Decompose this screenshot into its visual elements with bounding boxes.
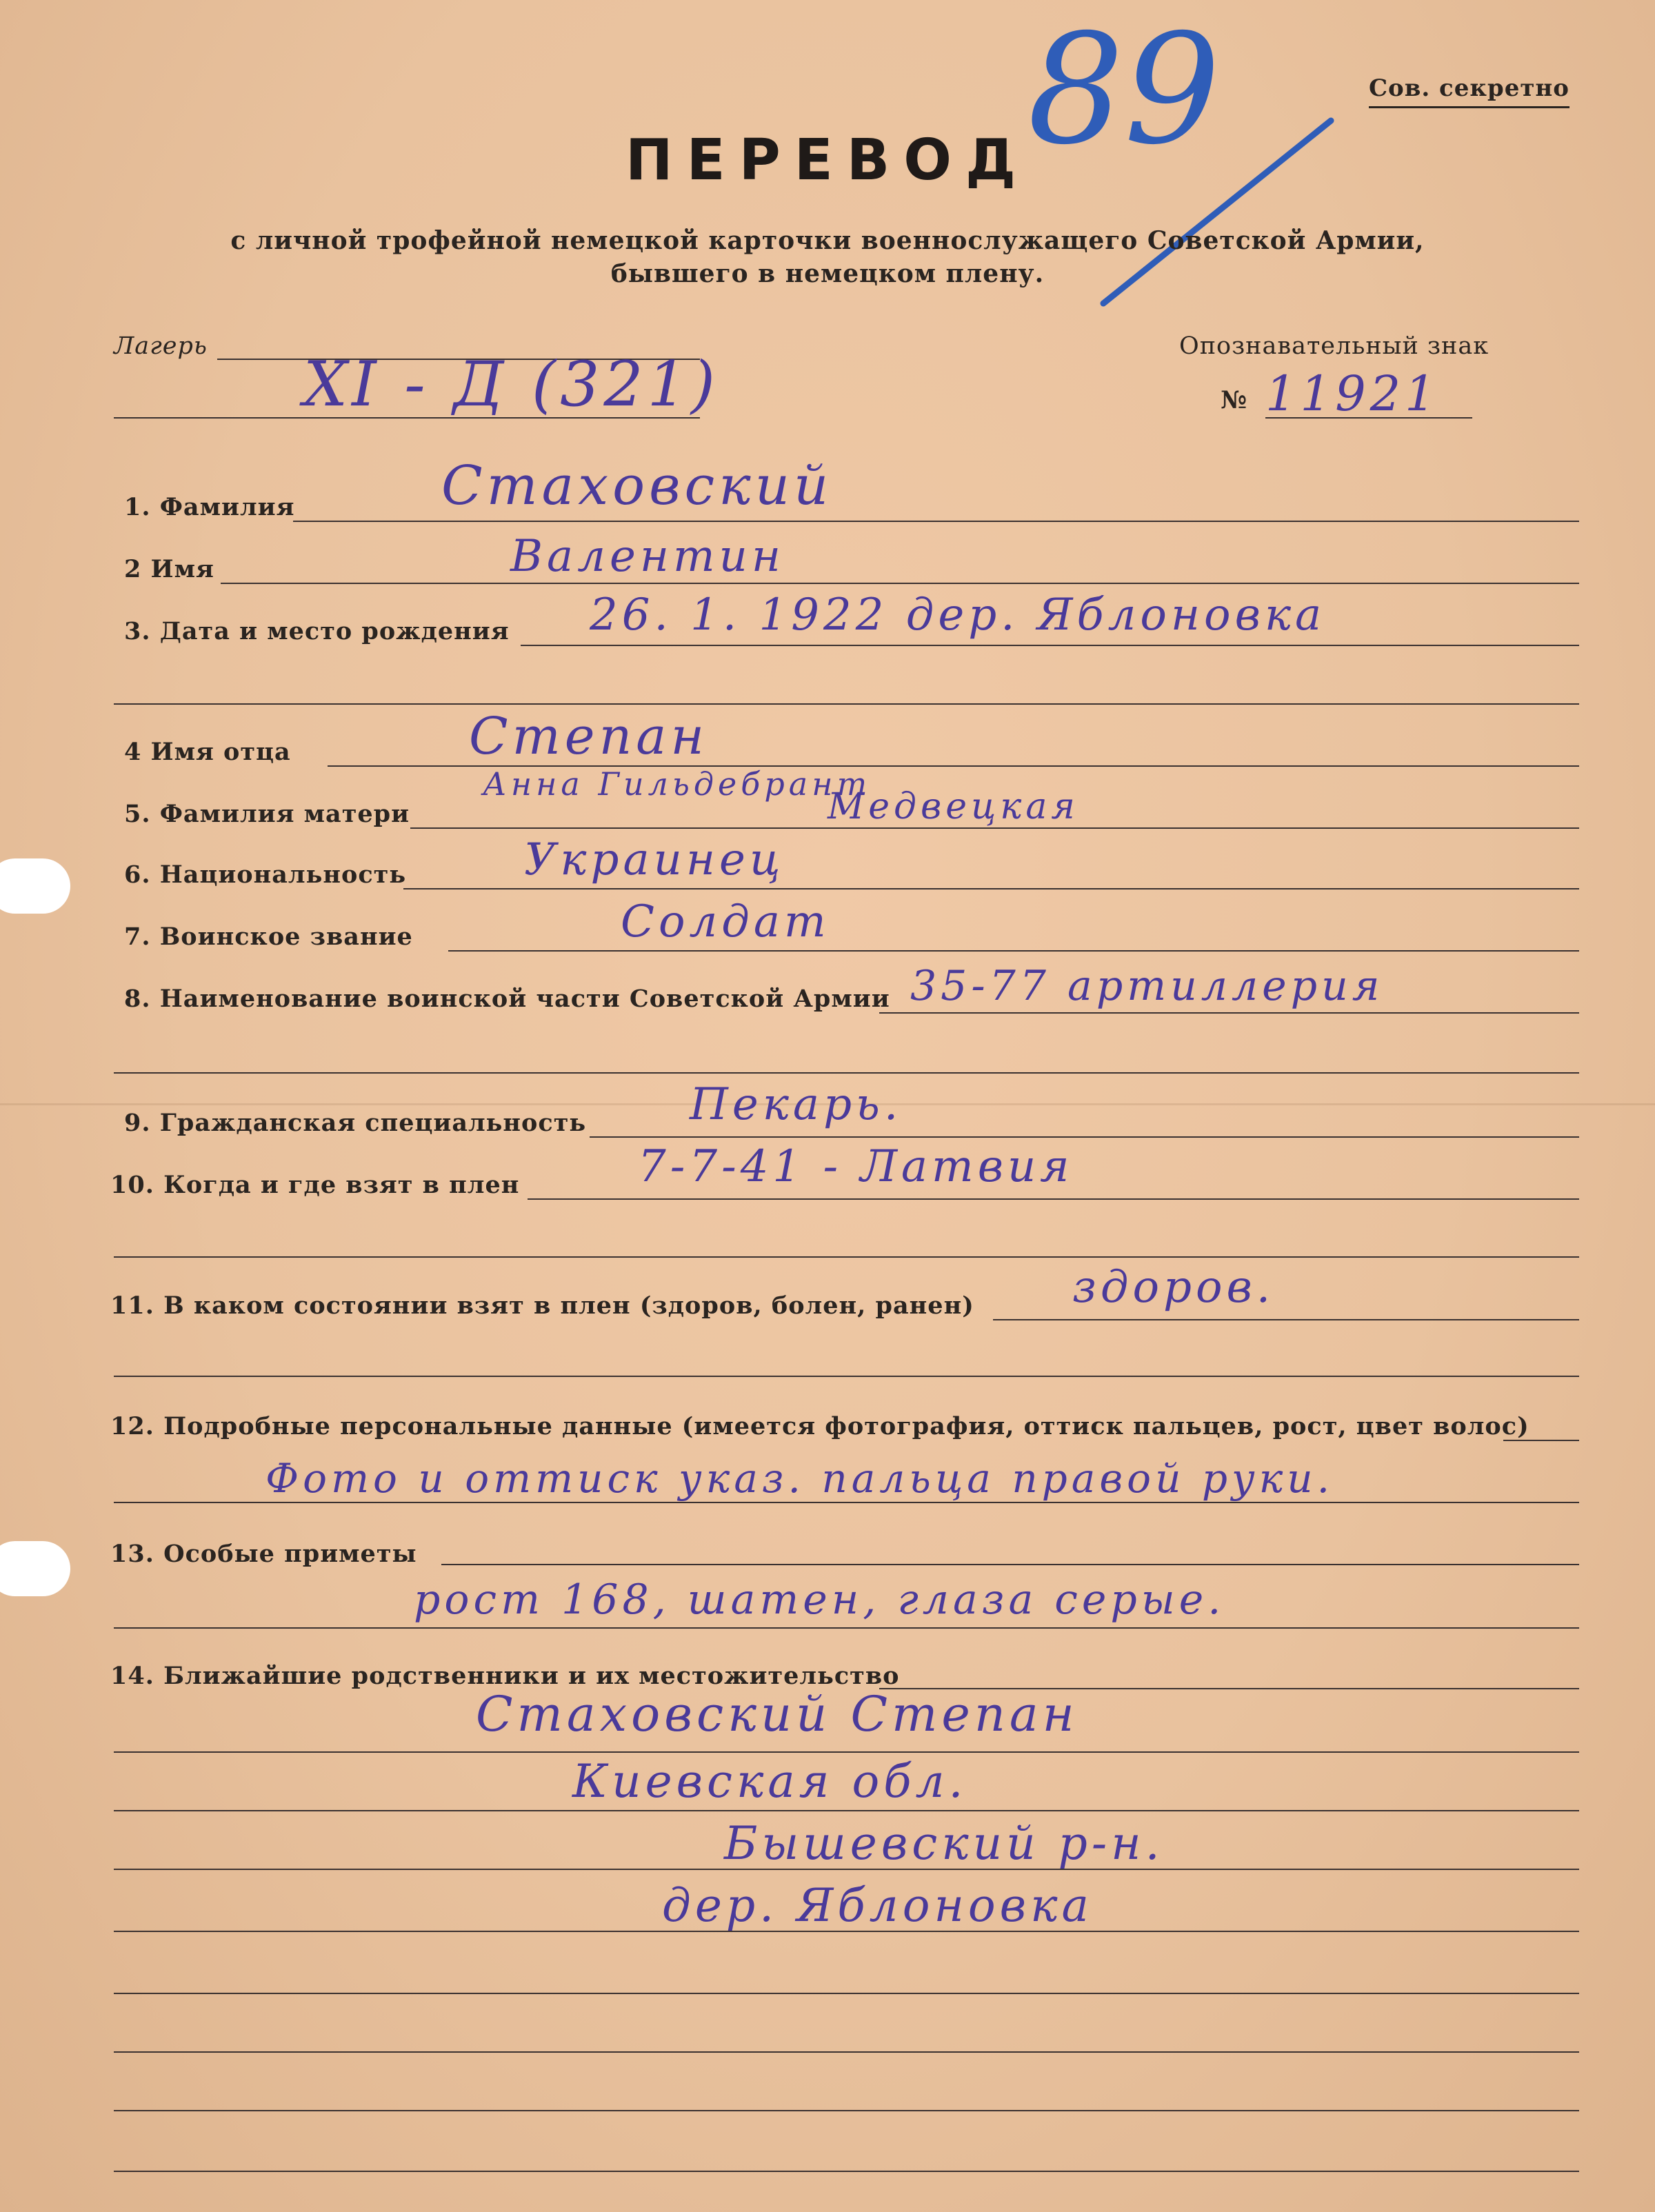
field-unit-line-2: [114, 1072, 1579, 1074]
field-mother-label: 5. Фамилия матери: [124, 800, 410, 828]
field-name-value: Валентин: [510, 531, 785, 582]
field-relatives-line-7: [114, 2051, 1579, 2053]
field-condition-value: здоров.: [1072, 1262, 1275, 1313]
field-personal-label: 12. Подробные персональные данные (имеется фотография, оттиск пальцев, рост, цвет волос): [110, 1412, 1529, 1440]
field-condition-line-2: [114, 1376, 1579, 1377]
field-name-label: 2 Имя: [124, 555, 214, 583]
field-captured-value: 7-7-41 - Латвия: [638, 1141, 1074, 1192]
field-father-label: 4 Имя отца: [124, 738, 291, 766]
field-unit-value: 35-77 артиллерия: [910, 962, 1384, 1010]
field-surname-value: Стаховский: [441, 455, 833, 517]
punch-hole: [0, 858, 70, 914]
classification-label: Сов. секретно: [1369, 74, 1569, 108]
document-subtitle-line2: бывшего в немецком плену.: [610, 259, 1045, 288]
field-nationality-value: Украинец: [524, 834, 785, 885]
field-condition-label: 11. В каком состоянии взят в плен (здоров, болен, ранен): [110, 1291, 974, 1320]
field-profession-value: Пекарь.: [690, 1079, 903, 1130]
field-nationality-line: [403, 888, 1579, 889]
field-captured-label: 10. Когда и где взят в плен: [110, 1171, 520, 1199]
field-condition-line: [993, 1319, 1579, 1320]
blue-pencil-number: 89: [1027, 1, 1221, 178]
field-features-value: рост 168, шатен, глаза серые.: [414, 1576, 1225, 1624]
field-features-line-2: [114, 1627, 1579, 1629]
field-birth-value: 26. 1. 1922 дер. Яблоновка: [590, 590, 1326, 641]
field-surname-label: 1. Фамилия: [124, 493, 295, 521]
field-mother-value: Анна Гильдебрант: [483, 765, 872, 803]
id-tag-prefix: №: [1221, 386, 1248, 414]
field-captured-line: [528, 1198, 1579, 1200]
field-relatives-line-3: [114, 1810, 1579, 1811]
field-personal-line-2: [114, 1502, 1579, 1503]
field-relatives-label: 14. Ближайшие родственники и их местожительство: [110, 1662, 900, 1690]
field-unit-line: [879, 1012, 1579, 1014]
field-features-line: [441, 1564, 1579, 1565]
field-personal-line: [1503, 1440, 1579, 1441]
field-rank-label: 7. Воинское звание: [124, 923, 413, 951]
camp-label: Лагерь: [114, 332, 208, 360]
field-birth-line-2: [114, 703, 1579, 705]
field-personal-value: Фото и оттиск указ. пальца правой руки.: [265, 1455, 1334, 1502]
field-mother-line: [410, 827, 1579, 829]
field-profession-line: [590, 1136, 1579, 1138]
document-subtitle-line1: с личной трофейной немецкой карточки военнослужащего Советской Армии,: [230, 226, 1425, 255]
relative-district: Бышевский р-н.: [724, 1817, 1164, 1870]
punch-hole: [0, 1541, 70, 1596]
relative-region: Киевская обл.: [572, 1755, 967, 1808]
field-relatives-line-9: [114, 2171, 1579, 2172]
camp-value: XI - Д (321): [303, 348, 720, 421]
field-rank-line: [448, 950, 1579, 952]
field-birth-line: [521, 645, 1579, 646]
field-relatives-line-2: [114, 1751, 1579, 1753]
field-relatives-line-8: [114, 2110, 1579, 2111]
field-surname-line: [293, 521, 1579, 522]
field-unit-label: 8. Наименование воинской части Советской Армии: [124, 985, 890, 1013]
relative-name: Стаховский Степан: [476, 1686, 1079, 1742]
id-tag-label: Опознавательный знак: [1179, 332, 1490, 360]
field-profession-label: 9. Гражданская специальность: [124, 1109, 587, 1137]
field-features-label: 13. Особые приметы: [110, 1540, 417, 1568]
document-title: ПЕРЕВОД: [625, 128, 1030, 193]
field-father-value: Степан: [469, 707, 709, 766]
field-birth-label: 3. Дата и место рождения: [124, 617, 510, 645]
id-tag-value: 11921: [1265, 365, 1440, 422]
field-captured-line-2: [114, 1256, 1579, 1258]
field-relatives-line-6: [114, 1993, 1579, 1994]
relative-village: дер. Яблоновка: [662, 1879, 1093, 1932]
field-rank-value: Солдат: [621, 896, 830, 947]
field-mother-value-2: Медвецкая: [828, 786, 1079, 827]
field-name-line: [221, 583, 1579, 584]
field-nationality-label: 6. Национальность: [124, 861, 407, 889]
